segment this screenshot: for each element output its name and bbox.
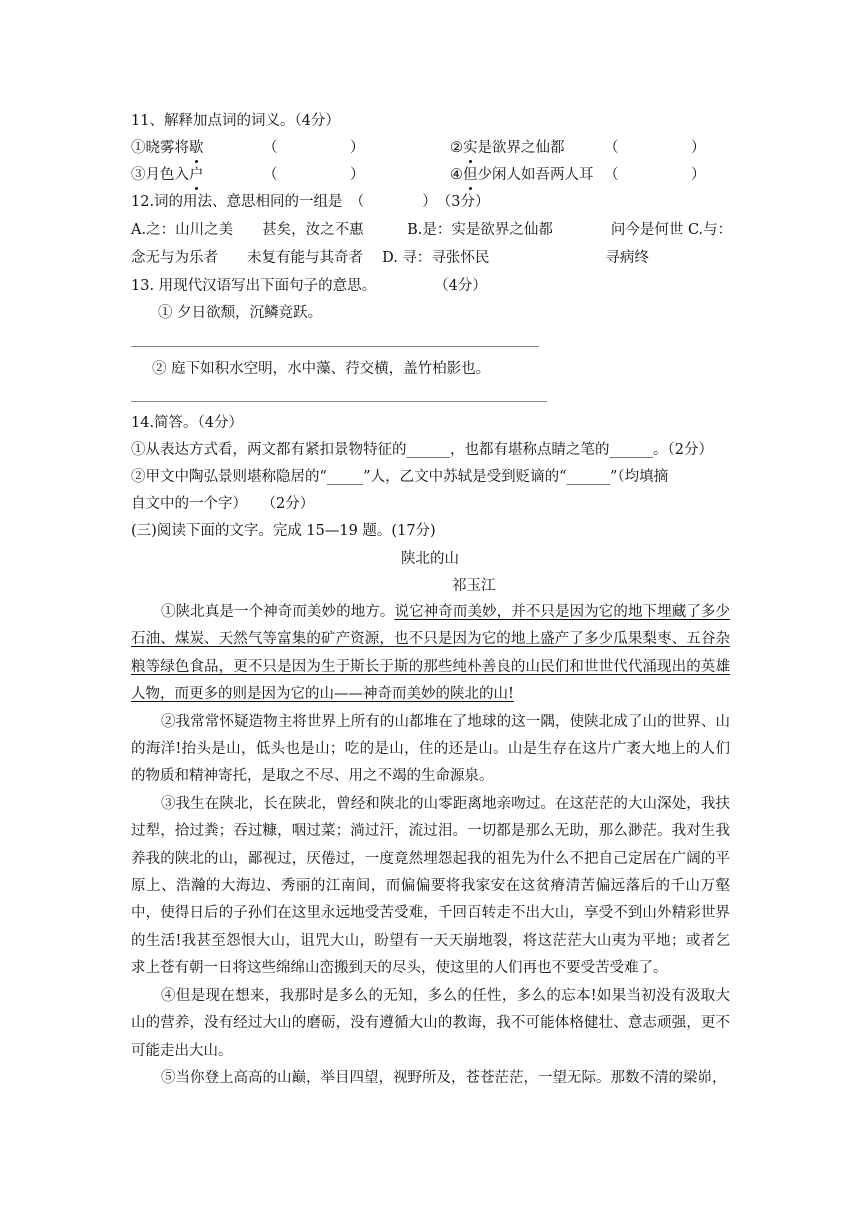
q11-answer-blank-1[interactable]: （ ） xyxy=(263,140,365,156)
q11-answer-blank-4[interactable]: （ ） xyxy=(604,167,706,183)
q11-answer-blank-2[interactable]: （ ） xyxy=(604,140,706,156)
q14-line-3: 自文中的一个字） （2分） xyxy=(131,496,315,512)
q11-item-2: ②实是欲界之仙都 xyxy=(450,140,565,156)
paragraph-5: ⑤当你登上高高的山巅，举目四望，视野所及，苍苍茫茫，一望无际。那数不清的梁峁， xyxy=(161,1069,727,1086)
paragraph-1: ①陕北真是一个神奇而美妙的地方。说它神奇而美妙，并不只是因为它的地下埋藏了多少石油、煤炭、天然气等富集的矿产资源，也不只是因为它的地上盛产了多少瓜果梨枣、五谷杂粮等绿色食品，更不只是因为生于斯长于斯的那些纯朴善良的山民们和世世代代涌现出的英雄人物，而更多的则是因为它的山——神奇而美妙的陕北的山! xyxy=(131,604,731,703)
paragraph-3: ③我生在陕北，长在陕北，曾经和陕北的山零距离地亲吻过。在这茫茫的大山深处，我扶过犁，拾过粪；吞过糠，咽过菜；淌过汗，流过泪。一切都是那么无助，那么渺茫。我对生我养我的陕北的山，鄙视过，厌倦过，一度竟然埋怨起我的祖先为什么不把自己定居在广阔的平原上、浩瀚的大海边、秀丽的江南间，而偏偏要将我家安在这贫瘠清苦偏远落后的千山万壑中，使得日后的子孙们在这里永远地受苦受难，千回百转走不出大山，享受不到山外精彩世界的生活!我甚至怨恨大山，诅咒大山，盼望有一天天崩地裂，将这茫茫大山夷为平地；或者乞求上苍有朝一日将这些绵绵山峦搬到天的尽头，使这里的人们再也不要受苦受难了。 xyxy=(131,795,730,977)
q14-line-2: ②甲文中陶弘景则堪称隐居的“_____”人，乙文中苏轼是受到贬谪的“______”（均填摘 xyxy=(131,469,669,485)
answer-line-1[interactable] xyxy=(131,346,539,347)
section-3-heading: (三)阅读下面的文字。完成 15—19 题。(17分) xyxy=(131,523,436,539)
q11-item-1: ①晓雾将歇 xyxy=(131,140,204,156)
q13-sentence-1: ① 夕日欲颓，沉鳞竞跃。 xyxy=(158,305,323,321)
paragraph-4: ④但是现在想来，我那时是多么的无知，多么的任性，多么的忘本!如果当初没有汲取大山的营养，没有经过大山的磨砺，没有遵循大山的教诲，我不可能体格健壮、意志顽强，更不可能走出大山。 xyxy=(131,987,730,1059)
emphasis-dot-word: 实 xyxy=(463,140,478,156)
emphasis-dot-word: 户 xyxy=(189,167,204,183)
q11-answer-blank-3[interactable]: （ ） xyxy=(263,167,365,183)
q14-heading: 14.简答。（4分） xyxy=(131,415,244,431)
paragraph-2: ②我常常怀疑造物主将世界上所有的山都堆在了地球的这一隅，使陕北成了山的世界、山的海洋!抬头是山，低头也是山；吃的是山，住的还是山。山是生存在这片广袤大地上的人们的物质和精神寄托，是取之不尽、用之不竭的生命源泉。 xyxy=(131,713,730,785)
emphasis-dot-word: 歇 xyxy=(189,140,204,156)
article-title: 陕北的山 xyxy=(401,551,459,567)
q12-heading: 12.词的用法、意思相同的一组是 （ ） （3分） xyxy=(131,194,490,210)
q12-options-line-2: 念无与为乐者 未复有能与其奇者 D. 寻：寻张怀民 寻病终 xyxy=(131,250,649,266)
emphasis-dot-word: 但 xyxy=(463,167,478,183)
q13-heading: 13. 用现代汉语写出下面句子的意思。 （4分） xyxy=(131,278,487,294)
article-body xyxy=(131,599,730,1092)
q11-item-4: ④但少闲人如吾两人耳 xyxy=(450,167,594,183)
underlined-passage: 说它神奇而美妙，并不只是因为它的地下埋藏了多少石油、煤炭、天然气等富集的矿产资源，也不只是因为它的地上盛产了多少瓜果梨枣、五谷杂粮等绿色食品，更不只是因为生于斯长于斯的那些纯朴善良的山民们和世世代代涌现出的英雄人物，而更多的则是因为它的山——神奇而美妙的陕北的山! xyxy=(131,604,731,703)
q11-heading: 11、解释加点词的词义。（4分） xyxy=(131,113,340,129)
q13-sentence-2: ② 庭下如积水空明，水中藻、荇交横，盖竹柏影也。 xyxy=(152,361,491,377)
q12-options-line-1: A.之：山川之美 甚矣，汝之不惠 B.是：实是欲界之仙都 问今是何世 C.与： xyxy=(131,222,733,238)
q14-line-1: ①从表达方式看，两文都有紧扣景物特征的______，也都有堪称点睛之笔的______。（2分） xyxy=(131,442,713,458)
answer-line-2[interactable] xyxy=(131,401,547,402)
q11-item-3: ③月色入户 xyxy=(131,167,204,183)
article-author: 祁玉江 xyxy=(452,578,496,594)
